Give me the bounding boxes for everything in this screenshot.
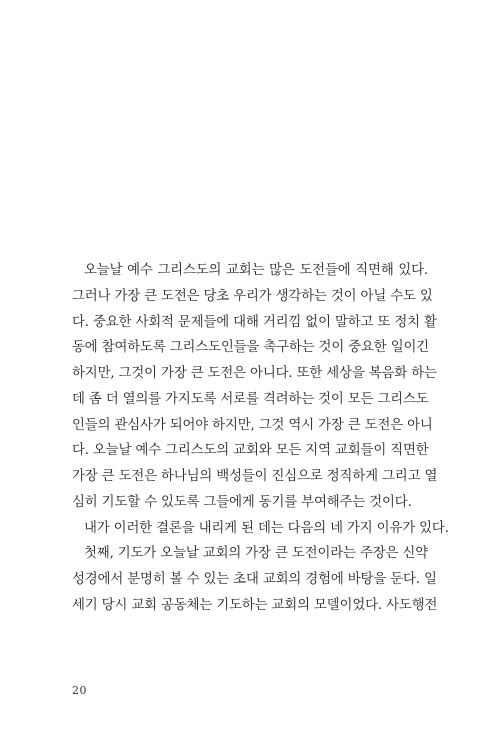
- text-line: 하지만, 그것이 가장 큰 도전은 아니다. 또한 세상을 복음화 하는: [72, 366, 437, 381]
- text-line: 오늘날 예수 그리스도의 교회는 많은 도전들에 직면해 있다.: [84, 263, 428, 278]
- page-number: 20: [72, 684, 87, 697]
- text-line: 심히 기도할 수 있도록 그들에게 동기를 부여해주는 것이다.: [72, 494, 412, 510]
- text-line: 세기 당시 교회 공동체는 기도하는 교회의 모델이었다. 사도행전: [72, 597, 438, 613]
- text-line: 인들의 관심사가 되어야 하지만, 그것 역시 가장 큰 도전은 아니: [72, 417, 433, 433]
- text-line: 다. 중요한 사회적 문제들에 대해 거리낌 없이 말하고 또 정치 활: [72, 314, 437, 330]
- text-line: 그러나 가장 큰 도전은 당초 우리가 생각하는 것이 아닐 수도 있: [72, 288, 433, 304]
- text-line: 가장 큰 도전은 하나님의 백성들이 진심으로 정직하게 그리고 열: [72, 469, 438, 484]
- text-line: 성경에서 분명히 볼 수 있는 초대 교회의 경험에 바탕을 둔다. 일: [72, 572, 437, 587]
- text-line: 다. 오늘날 예수 그리스도의 교회와 모든 지역 교회들이 직면한: [72, 443, 429, 459]
- body-text: [72, 258, 449, 619]
- text-line: 내가 이러한 결론을 내리게 된 데는 다음의 네 가지 이유가 있다.: [84, 520, 449, 536]
- text-line: 첫째, 기도가 오늘날 교회의 가장 큰 도전이라는 주장은 신약: [84, 546, 428, 562]
- text-line: 동에 참여하도록 그리스도인들을 촉구하는 것이 중요한 일이긴: [72, 340, 430, 356]
- text-line: 데 좀 더 열의를 가지도록 서로를 격려하는 것이 모든 그리스도: [72, 391, 429, 407]
